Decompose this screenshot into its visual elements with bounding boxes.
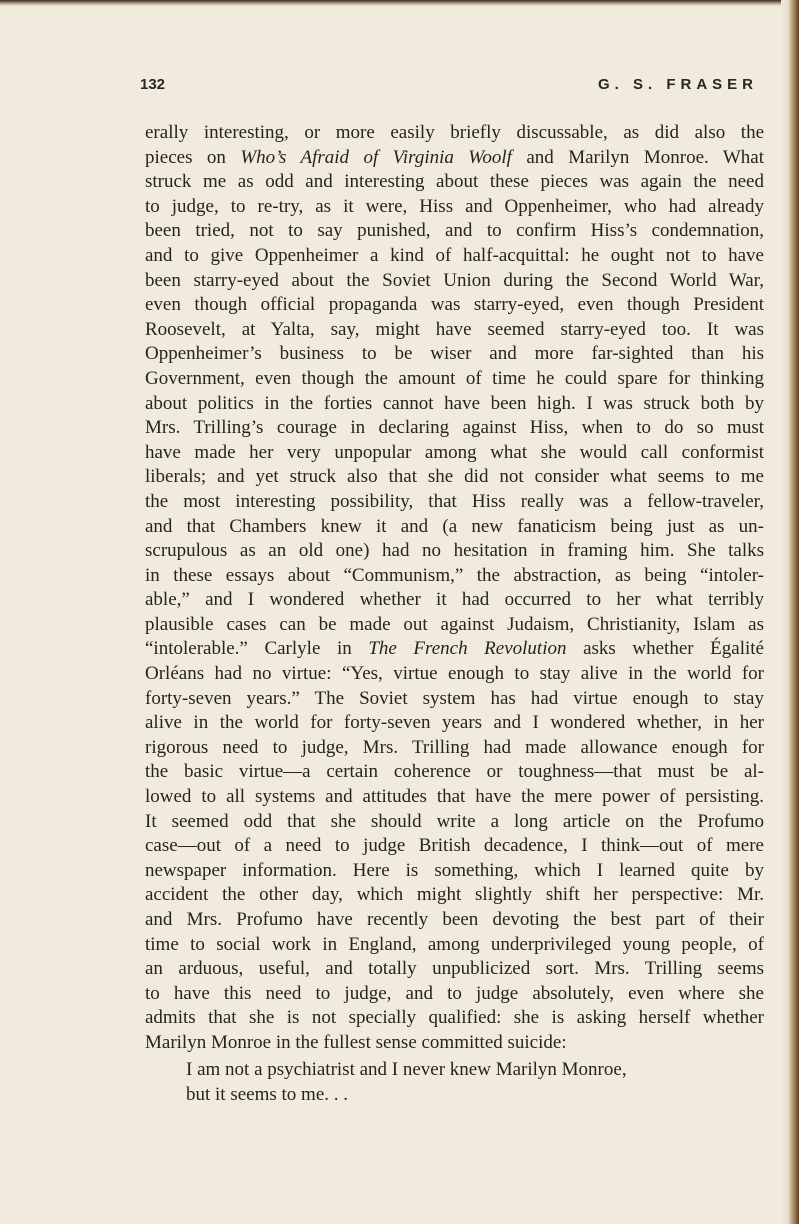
text-line: liberals; and yet struck also that she did not consider what seems to me — [145, 466, 764, 488]
text-line: the basic virtue—a certain coherence or toughness—that must be al- — [145, 761, 764, 783]
text-line: been starry-eyed about the Soviet Union during the Second World War, — [145, 269, 764, 291]
text-line: alive in the world for forty-seven years and I wondered whether, in her — [145, 712, 764, 734]
text-line: “intolerable.” Carlyle in The French Revolution asks whether Égalité — [145, 638, 764, 660]
text-line: in these essays about “Communism,” the abstraction, as being “intoler- — [145, 564, 764, 586]
quote-line: but it seems to me. . . — [186, 1083, 349, 1105]
text-line: been tried, not to say punished, and to confirm Hiss’s condemnation, — [145, 220, 764, 242]
text-line: Mrs. Trilling’s courage in declaring against Hiss, when to do so must — [145, 417, 764, 439]
text-line: scrupulous as an old one) had no hesitation in framing him. She talks — [145, 540, 764, 562]
text-line: Oppenheimer’s business to be wiser and more far-sighted than his — [145, 343, 764, 365]
text-line: plausible cases can be made out against Judaism, Christianity, Islam as — [145, 613, 764, 635]
text-line: and that Chambers knew it and (a new fanaticism being just as un- — [145, 515, 764, 537]
text-line: pieces on Who’s Afraid of Virginia Woolf and Marilyn Monroe. What — [145, 146, 764, 168]
block-quote — [186, 1058, 746, 1107]
page-top-shadow — [0, 0, 799, 6]
text-line: rigorous need to judge, Mrs. Trilling had made allowance enough for — [145, 736, 764, 758]
text-line: the most interesting possibility, that Hiss really was a fellow-traveler, — [145, 490, 764, 512]
running-title: G. S. FRASER — [597, 76, 758, 93]
text-line: have made her very unpopular among what she would call conformist — [145, 441, 764, 463]
book-title: The French Revolution — [368, 638, 567, 660]
text-line: newspaper information. Here is something, which I learned quite by — [145, 859, 764, 881]
running-head — [140, 76, 764, 98]
text-line: to have this need to judge, and to judge absolutely, even where she — [145, 982, 764, 1004]
page-number: 132 — [140, 76, 166, 93]
text-line: lowed to all systems and attitudes that have the mere power of persisting. — [145, 786, 764, 808]
book-title: Who’s Afraid of Virginia Woolf — [240, 146, 512, 168]
text-line: Government, even though the amount of time he could spare for thinking — [145, 367, 764, 389]
text-line: Roosevelt, at Yalta, say, might have seemed starry-eyed too. It was — [145, 318, 764, 340]
text-line: and Mrs. Profumo have recently been devoting the best part of their — [145, 909, 764, 930]
text-line: about politics in the forties cannot have been high. I was struck both by — [145, 392, 764, 414]
text-line: It seemed odd that she should write a long article on the Profumo — [145, 810, 764, 832]
text-line: able,” and I wondered whether it had occurred to her what terribly — [145, 589, 764, 611]
text-line: even though official propaganda was starry-eyed, even though President — [145, 294, 764, 316]
text-line: case—out of a need to judge British decadence, I think—out of mere — [145, 835, 764, 857]
text-line: erally interesting, or more easily briefly discussable, as did also the — [145, 122, 764, 143]
text-line: admits that she is not specially qualified: she is asking herself whether — [145, 1007, 764, 1029]
text-line: accident the other day, which might slightly shift her perspective: Mr. — [145, 884, 764, 906]
text-line: struck me as odd and interesting about these pieces was again the need — [145, 171, 764, 193]
text-line: forty-seven years.” The Soviet system has had virtue enough to stay — [145, 687, 764, 709]
text-line: to judge, to re-try, as it were, Hiss and Oppenheimer, who had already — [145, 195, 764, 217]
quote-line: I am not a psychiatrist and I never knew Marilyn Monroe, — [186, 1059, 627, 1080]
text-line: and to give Oppenheimer a kind of half-acquittal: he ought not to have — [145, 244, 764, 266]
text-line: time to social work in England, among underprivileged young people, of — [145, 933, 764, 955]
body-paragraph — [145, 121, 764, 1056]
text-line: an arduous, useful, and totally unpublicized sort. Mrs. Trilling seems — [145, 958, 764, 980]
page-spine-edge — [781, 0, 799, 1224]
text-line: Marilyn Monroe in the fullest sense committed suicide: — [145, 1031, 567, 1053]
text-line: Orléans had no virtue: “Yes, virtue enough to stay alive in the world for — [145, 663, 764, 685]
